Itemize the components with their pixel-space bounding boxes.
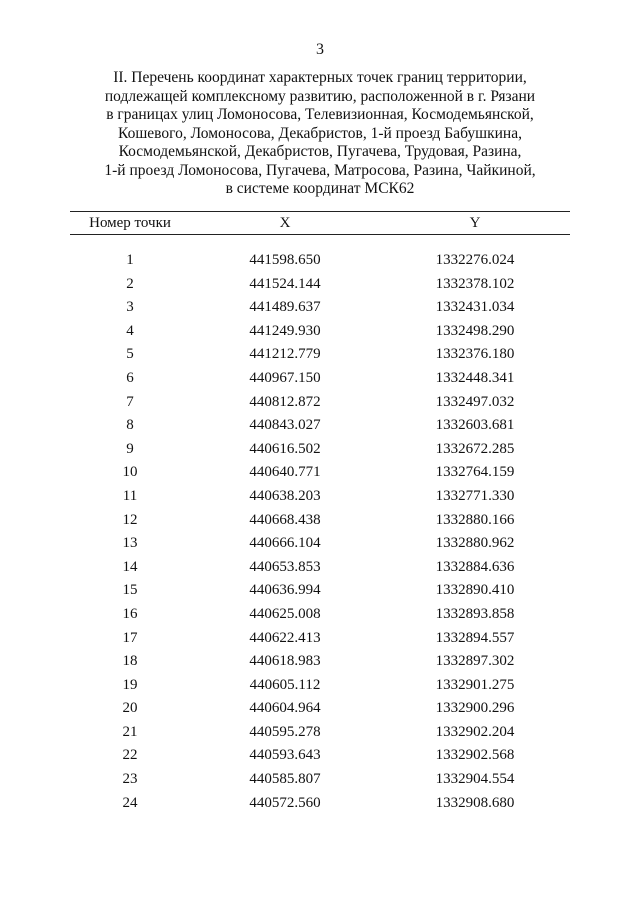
title-line: II. Перечень координат характерных точек границ территории,	[113, 69, 527, 86]
y-coordinate-cell: 1332764.159	[435, 464, 515, 481]
x-coordinate-cell: 440666.104	[249, 535, 321, 552]
point-number-cell: 22	[122, 747, 138, 764]
y-coordinate-cell: 1332376.180	[435, 346, 515, 363]
point-number-cell: 14	[122, 558, 138, 575]
y-coordinate-cell: 1332904.554	[435, 771, 515, 788]
point-number-cell: 12	[122, 511, 138, 528]
table-row	[70, 744, 570, 768]
x-coordinate-cell: 440668.438	[249, 511, 321, 528]
x-coordinate-cell: 440572.560	[249, 794, 321, 811]
point-number-cell: 16	[122, 605, 138, 622]
title-line: Кошевого, Ломоносова, Декабристов, 1-й проезд Бабушкина,	[118, 124, 522, 142]
title-line: в системе координат МСК62	[225, 180, 415, 197]
table-row	[70, 532, 570, 556]
y-coordinate-cell: 1332894.557	[435, 629, 515, 646]
point-number-cell: 8	[126, 417, 134, 434]
x-coordinate-cell: 440636.994	[249, 582, 321, 599]
y-coordinate-cell: 1332890.410	[435, 582, 515, 599]
x-coordinate-cell: 440843.027	[249, 417, 321, 434]
point-number-cell: 17	[122, 629, 138, 646]
point-number-cell: 19	[122, 676, 138, 693]
document-title	[70, 69, 570, 199]
x-coordinate-cell: 440585.807	[249, 771, 321, 788]
x-coordinate-cell: 441524.144	[249, 275, 321, 292]
title-line: в границах улиц Ломоносова, Телевизионная, Космодемьянской,	[106, 106, 534, 123]
y-coordinate-cell: 1332431.034	[435, 299, 515, 316]
table-row	[70, 650, 570, 674]
point-number-cell: 7	[126, 393, 134, 410]
point-number-cell: 10	[122, 464, 138, 481]
table-row	[70, 579, 570, 603]
y-coordinate-cell: 1332893.858	[435, 605, 515, 622]
point-number-cell: 1	[126, 252, 134, 268]
y-coordinate-cell: 1332880.166	[435, 511, 515, 528]
y-coordinate-cell: 1332276.024	[435, 252, 515, 268]
x-coordinate-cell: 441249.930	[249, 322, 321, 339]
x-coordinate-cell: 440638.203	[249, 487, 321, 504]
coordinates-table-header	[70, 211, 570, 235]
y-coordinate-cell: 1332902.204	[435, 723, 515, 740]
table-row	[70, 296, 570, 320]
x-coordinate-cell: 440622.413	[249, 629, 321, 646]
x-coordinate-cell: 440967.150	[249, 369, 321, 386]
coordinates-table-body	[70, 249, 570, 815]
point-number-cell: 11	[122, 487, 138, 504]
table-row	[70, 603, 570, 627]
table-row	[70, 391, 570, 415]
point-number-cell: 23	[122, 771, 138, 788]
y-coordinate-cell: 1332603.681	[435, 417, 515, 434]
table-row	[70, 438, 570, 462]
table-row	[70, 627, 570, 651]
x-coordinate-cell: 440595.278	[249, 723, 321, 740]
point-number-cell: 20	[122, 700, 138, 717]
y-coordinate-cell: 1332902.568	[435, 747, 515, 764]
table-row	[70, 485, 570, 509]
point-number-cell: 4	[126, 322, 134, 339]
table-row	[70, 721, 570, 745]
table-row	[70, 273, 570, 297]
y-coordinate-cell: 1332880.962	[435, 535, 515, 552]
point-number-cell: 21	[122, 723, 138, 740]
point-number-cell: 18	[122, 653, 138, 670]
x-coordinate-cell: 440812.872	[249, 393, 321, 410]
y-coordinate-cell: 1332901.275	[435, 676, 515, 693]
table-row	[70, 414, 570, 438]
table-row	[70, 768, 570, 792]
point-number-cell: 3	[126, 299, 134, 316]
table-row	[70, 697, 570, 721]
table-row	[70, 367, 570, 391]
point-number-cell: 24	[122, 794, 138, 811]
table-row	[70, 674, 570, 698]
point-number-cell: 5	[126, 346, 134, 363]
x-coordinate-cell: 440640.771	[249, 464, 321, 481]
x-coordinate-cell: 440616.502	[249, 440, 321, 457]
x-coordinate-cell: 440593.643	[249, 747, 321, 764]
table-row	[70, 320, 570, 344]
y-coordinate-cell: 1332884.636	[435, 558, 515, 575]
x-coordinate-cell: 440605.112	[249, 676, 321, 693]
table-row	[70, 343, 570, 367]
y-coordinate-cell: 1332908.680	[435, 794, 515, 811]
y-coordinate-cell: 1332900.296	[435, 700, 515, 717]
y-coordinate-cell: 1332672.285	[435, 440, 515, 457]
x-coordinate-cell: 440618.983	[249, 653, 321, 670]
y-coordinate-cell: 1332497.032	[435, 393, 515, 410]
table-row	[70, 792, 570, 816]
point-number-cell: 9	[126, 440, 134, 457]
y-coordinate-cell: 1332498.290	[435, 322, 515, 339]
page-number: 3	[316, 41, 324, 58]
title-line: подлежащей комплексному развитию, расположенной в г. Рязани	[104, 87, 536, 105]
table-row	[70, 461, 570, 485]
y-coordinate-cell: 1332771.330	[435, 487, 515, 504]
header-x: X	[279, 215, 291, 231]
header-point-number: Номер точки	[89, 215, 171, 231]
title-line: Космодемьянской, Декабристов, Пугачева, Трудовая, Разина,	[118, 143, 522, 160]
point-number-cell: 2	[126, 275, 134, 292]
y-coordinate-cell: 1332897.302	[435, 653, 515, 670]
table-row	[70, 509, 570, 533]
point-number-cell: 15	[122, 582, 138, 599]
point-number-cell: 13	[122, 535, 138, 552]
table-row	[70, 249, 570, 273]
title-line: 1-й проезд Ломоносова, Пугачева, Матросова, Разина, Чайкиной,	[104, 161, 536, 179]
y-coordinate-cell: 1332448.341	[435, 369, 515, 386]
x-coordinate-cell: 440653.853	[249, 558, 321, 575]
header-y: Y	[469, 215, 481, 231]
x-coordinate-cell: 441212.779	[249, 346, 321, 363]
point-number-cell: 6	[126, 369, 134, 386]
table-row	[70, 556, 570, 580]
x-coordinate-cell: 440604.964	[249, 700, 321, 717]
y-coordinate-cell: 1332378.102	[435, 275, 515, 292]
x-coordinate-cell: 441489.637	[249, 299, 321, 316]
x-coordinate-cell: 440625.008	[249, 605, 321, 622]
x-coordinate-cell: 441598.650	[249, 252, 321, 268]
